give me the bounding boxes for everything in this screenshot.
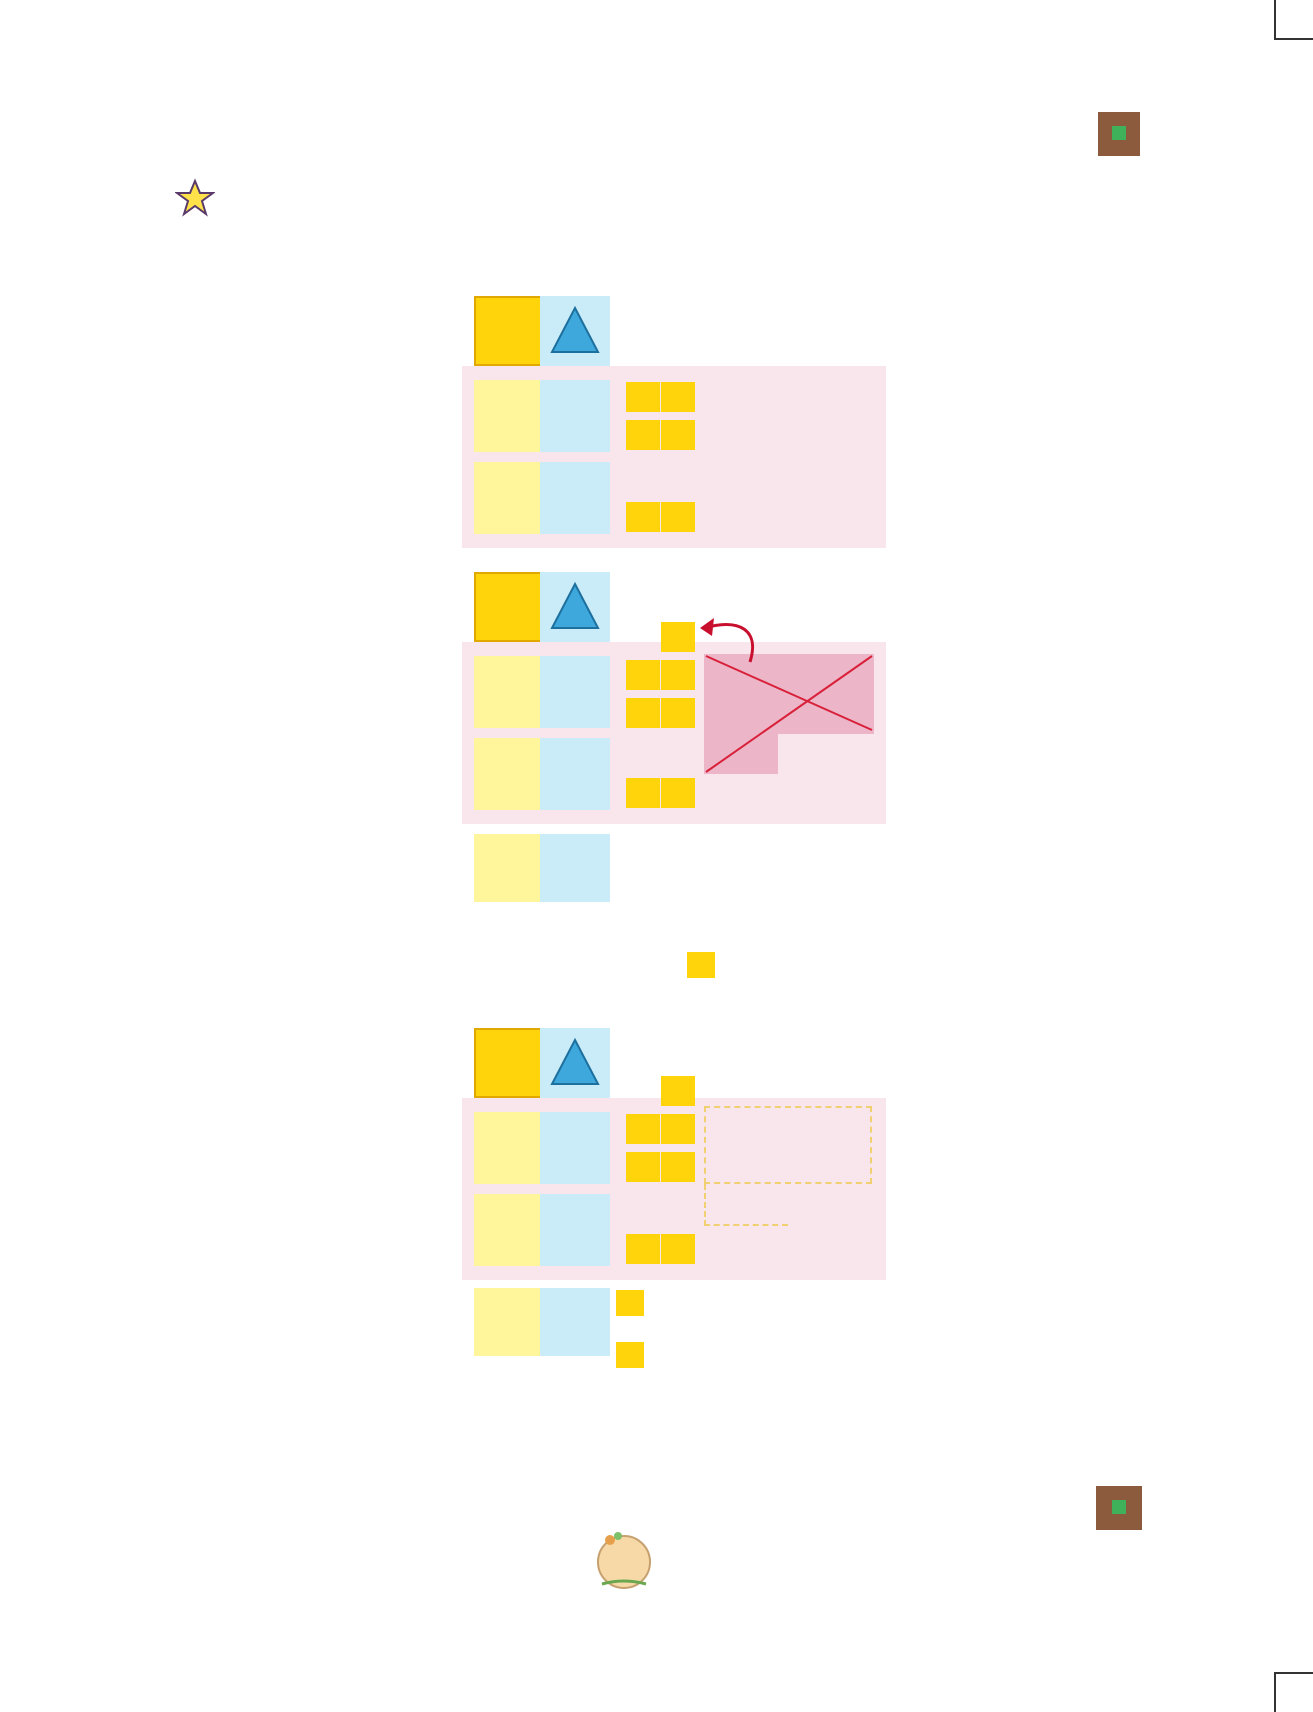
ten-block xyxy=(661,1234,695,1264)
tens-header xyxy=(474,572,544,642)
rabbit-icon xyxy=(336,452,416,522)
moved-ones-outline xyxy=(704,1106,872,1184)
rabbit-icon xyxy=(868,1398,948,1468)
page-number-badge xyxy=(588,1528,660,1592)
ten-block xyxy=(661,1152,695,1182)
ten-block xyxy=(626,502,660,532)
one-triangle-icon xyxy=(646,990,678,1020)
ten-block xyxy=(661,1114,695,1144)
ten-block xyxy=(661,698,695,728)
one-triangle-icon xyxy=(550,306,600,354)
explain-line-1 xyxy=(646,850,678,885)
one-triangle-icon xyxy=(646,850,678,880)
explain-line-2 xyxy=(646,896,678,931)
ten-block-icon xyxy=(616,1342,644,1368)
ten-block xyxy=(661,502,695,532)
ten-block xyxy=(626,778,660,808)
rabbit-icon xyxy=(338,1190,418,1260)
moved-ones-outline xyxy=(704,1184,788,1226)
rabbit-icon xyxy=(332,736,412,806)
cross-out-lines xyxy=(700,610,880,780)
one-triangle-icon xyxy=(646,944,678,974)
one-triangle-icon xyxy=(646,896,678,926)
ten-block-new xyxy=(661,622,695,652)
ten-block xyxy=(661,660,695,690)
final-ones-cell xyxy=(540,1288,610,1356)
explain-line-3 xyxy=(646,944,715,979)
ten-block-new xyxy=(661,1076,695,1106)
deer-icon xyxy=(686,1394,792,1474)
ten-block xyxy=(626,1234,660,1264)
result-tens-cell xyxy=(474,834,540,902)
ten-block xyxy=(626,382,660,412)
ten-block xyxy=(626,698,660,728)
ten-block xyxy=(626,1114,660,1144)
deer-icon xyxy=(330,640,436,720)
ten-block xyxy=(626,660,660,690)
ten-block xyxy=(626,1152,660,1182)
tens-header xyxy=(474,1028,544,1098)
ten-block xyxy=(626,420,660,450)
ten-block-icon xyxy=(687,952,715,978)
ten-block xyxy=(661,420,695,450)
one-triangle-icon xyxy=(550,1038,600,1086)
explain2-line-1 xyxy=(616,1286,644,1317)
result-ones-cell xyxy=(540,834,610,902)
explain2-line-2 xyxy=(616,1338,644,1369)
ten-block xyxy=(661,382,695,412)
one-triangle-icon xyxy=(550,582,600,630)
tens-header xyxy=(474,296,544,366)
deer-icon xyxy=(334,1094,440,1174)
final-tens-cell xyxy=(474,1288,540,1356)
explain-line-4 xyxy=(646,990,678,1025)
ten-block-icon xyxy=(616,1290,644,1316)
deer-icon xyxy=(334,360,440,440)
star-icon xyxy=(175,178,215,218)
ten-block xyxy=(661,778,695,808)
